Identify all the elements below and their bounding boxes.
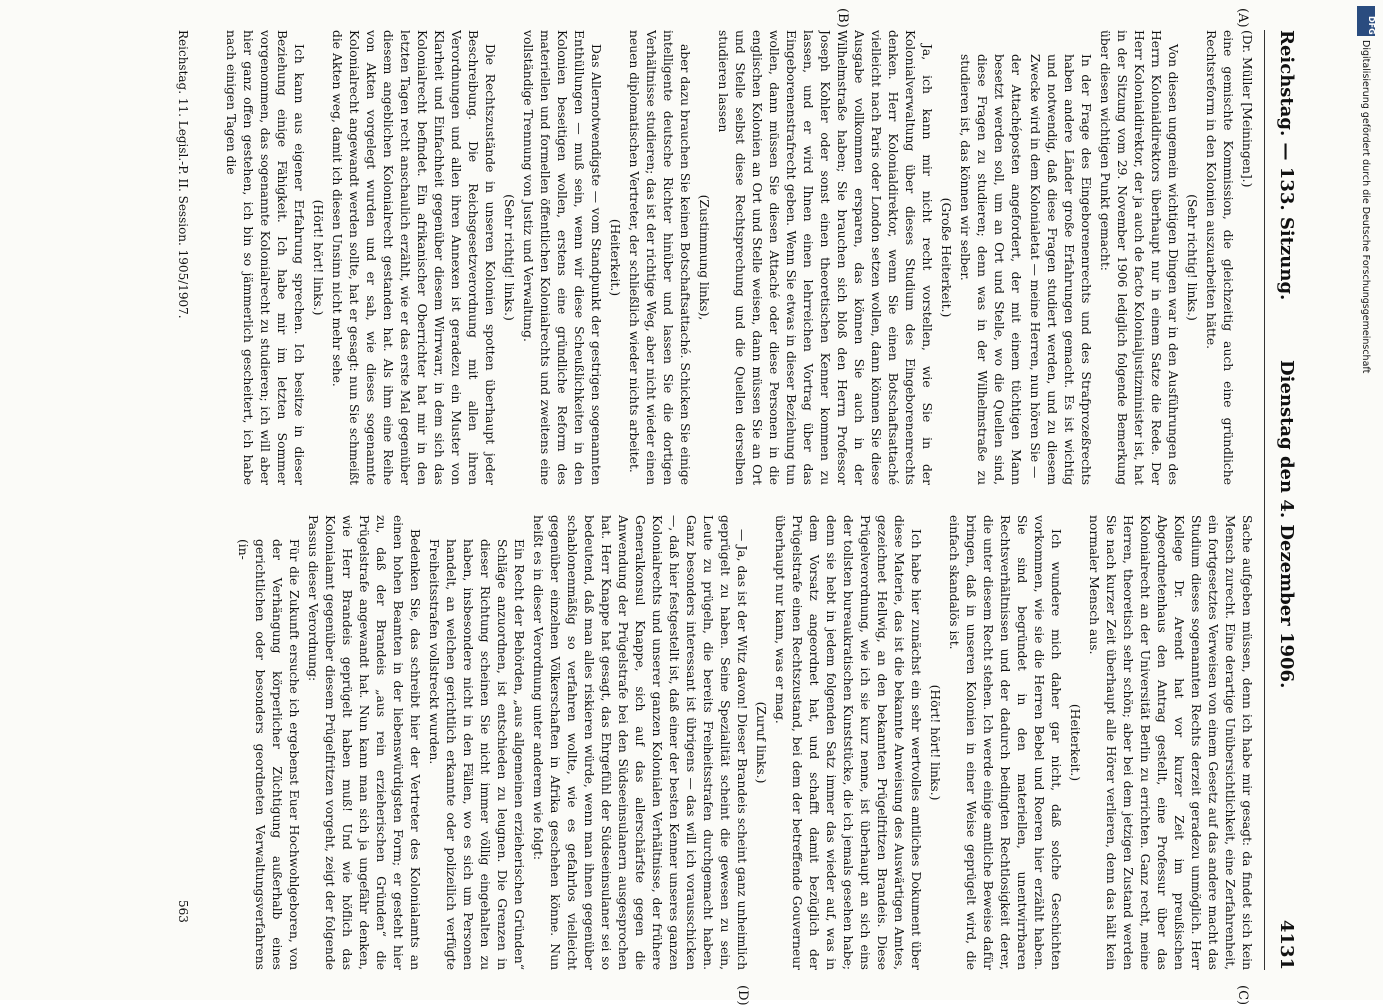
digitization-note-text: Digitalisierung gefördert durch die Deutsche Forschungsgemeinschaft	[1360, 40, 1371, 374]
paragraph: aber dazu brauchen Sie keinen Botschaftsattaché. Schicken Sie einige intelligente deutsche Richter hinüber und lassen Sie die dortigen Verhältnisse studieren; das ist der richtige Weg, aber nicht wieder einen neuen diplomatischen Vertreter, der schließlich wieder nichts arbeitet.	[627, 30, 692, 485]
interjection: (Sehr richtig! links.)	[1185, 194, 1199, 321]
paragraph: Die Rechtszustände in unseren Kolonien spotten überhaupt jeder Beschreibung. Die Reichsgesetzverordnung mit allen ihren Verordnungen und allen ihren Annexen ist geradezu ein Muster von Klarheit und Einfachheit gegenüber diesem Wirrwarr, in dem sich das Kolonialrecht befindet. Ein afrikanischer Oberrichter hat mir in den letzten Tagen recht anschaulich erzählt, wie er das erste Mal gegenüber diesem angeblichen Kolonialrecht gestanden hat. Als ihm eine Reihe von Akten vorgelegt wurden und er sah, wie dieses sogenannte Kolonialrecht angewandt werden sollte, hat er gesagt: nun Sie schmeißt die Akten weg, damit ich diesen Unsinn nicht mehr sehe.	[330, 30, 497, 485]
header-left: Reichstag. — 133. Sitzung.	[1276, 30, 1297, 301]
paragraph: Sache aufgeben müssen, denn ich habe mir gesagt: da findet sich kein Mensch zurecht. Eine derartige Unübersichtlichkeit, eine Zerfahrenheit, ein fortgesetztes Verweisen von einem Gesetz auf das andere macht das Studium dieses sogenannten Rechts derzeit geradezu unmöglich. Herr Kollege Dr. Arendt hat vor kurzer Zeit im preußischen Abgeordnetenhaus den Antrag gestellt, eine Professur über das Kolonialrecht an der Universität Berlin zu errichten. Ganz recht, meine Herren, theoretisch sehr schön; aber bei dem jetzigen Zustand werden Sie nach kurzer Zeit überhaupt alle Hörer verlieren, denn das hält kein normaler Mensch aus.	[1087, 515, 1254, 970]
paragraph: Ja, ich kann mir nicht recht vorstellen, wie Sie in der Kolonialverwaltung über dieses Studium des Eingeborenenrechts denken. Herr Kolonialdirektor, wenn Sie einen Botschaftsattaché vielleicht nach Paris oder London setzen wollen, dann können Sie diese Ausgabe vollkommen ersparen, das können Sie auch in der Wilhelmstraße haben; Sie brauchen sich bloß den Herrn Professor Joseph Kohler oder sonst einen theoretischen Kenner kommen zu lassen, und er wird Ihnen einen lehrreichen Vortrag über das Eingeborenenstrafrecht geben. Wenn Sie etwas in dieser Beziehung tun wollen, dann müssen Sie diesen Attaché oder diese Personen in die englischen Kolonien an Ort und Stelle weisen, dann müssen Sie an Ort und Stelle selbst diese Rechtsprechung und die Quellen derselben studieren lassen	[716, 30, 934, 485]
interjection: (Zuruf links.)	[754, 701, 768, 784]
paragraph: Ich wundere mich daher gar nicht, daß solche Geschichten vorkommen, wie sie die Herren Bebel und Roeren hier erzählt haben. Sie sind begründet in den materiellen, unentwirrbaren Rechtsverhältnissen und der dadurch bedingten Rechtlosigkeit derer, die unter diesem Recht stehen. Ich werde einige amtliche Beweise dafür bringen, daß in unseren Kolonien in einer Weise geprügelt wird, die einfach skandalös ist.	[947, 515, 1063, 970]
margin-mark-c: (C)	[1235, 985, 1250, 1006]
paragraph: (Dr. Müller [Meiningen].)	[1240, 30, 1254, 188]
text-column-right	[75, 515, 1255, 970]
interjection: (Heiterkeit.)	[608, 218, 622, 297]
interjection: (Hört! hört! links.)	[311, 199, 325, 316]
footer-session: Reichstag. 11. Legisl.-P. II. Session. 1905/1907.	[176, 30, 190, 319]
paragraph: Ich habe hier zunächst ein sehr wertvolles amtliches Dokument über diese Materie, das ist die bekannte Anweisung des Auswärtigen Amtes, gezeichnet Hellwig, an den bekannten Prügelfritzen Brandeis. Diese Prügelverordnung, wie ich sie kurz nenne, ist überhaupt an sich eins der tollsten bureaukratischen Kunststücke, die ich jemals gesehen habe; denn sie hebt in jedem folgenden Satz immer das wieder auf, was in dem Vorsatz angeordnet hat, und schafft damit bezüglich der Prügelstrafe einen Rechtszustand, bei dem der betreffende Gouverneur überhaupt nur kann, was er mag.	[773, 515, 923, 970]
running-header	[1264, 30, 1305, 970]
paragraph: Ein Recht der Behörden, „aus allgemeinen erzieherischen Gründen“ Schläge anzuordnen, ist entschieden zu leugnen. Die Grenzen in dieser Richtung scheinen Sie nicht immer völlig eingehalten zu haben, insbesondere nicht in den Fällen, wo es sich um Personen handelt, an welchen gerichtlich erkannte oder polizeilich verfügte Freiheitsstrafen vollstreckt wurden.	[427, 539, 526, 970]
paragraph: — Ja, das ist der Witz davon! Dieser Brandeis scheint ganz unheimlich geprügelt zu haben. Seine Spezialität scheint die gewesen zu sein, Leute zu prügeln, die bereits Freiheitsstrafen durchgemacht haben. Ganz besonders interessant ist übrigens — das will ich vorausschicken —, daß hier festgestellt ist, daß einer der besten Kenner unseres ganzen Kolonialrechts und unserer ganzen Kolonialen Verhältnisse, der frühere Generalkonsul Knappe, sich auf das allerschärfste gegen die Anwendung der Prügelstrafe bei den Südseeinsulanern ausgesprochen hat. Herr Knappe hat gesagt, das Ehrgefühl der Südseeinsulaner sei so bedeutend, daß man alles riskieren würde, wenn man ihnen gegenüber schablonenmäßig so verfahren wollte, wie es gefahrlos vielleicht gegenüber einzelnen Völkerschaften in Afrika geschehen könne. Nun heißt es in dieser Verordnung unter anderem wie folgt:	[531, 515, 749, 970]
paragraph: eine gemischte Kommission, die gleichzeitig auch eine gründliche Rechtsreform in den Kolonien auszuarbeiten hätte.	[1204, 30, 1235, 485]
paragraph: In der Frage des Eingeborenenrechts und des Strafprozeßrechts haben andere Länder große Erfahrungen gemacht. Es ist wichtig und notwendig, daß diese Fragen studiert werden, und zu diesem Zwecke wird in dem Kolonialetat — meine Herren, nun hören Sie —	[1028, 54, 1093, 485]
interjection: (Zustimmung links),	[697, 194, 711, 321]
paragraph: Für die Zukunft ersuche ich ergebenst Euer Hochwohlgeboren, von der Verhängung körperlicher Züchtigung außerhalb eines gerichtlichen oder besonders geordneten Verwaltungsverfahrens (in-	[236, 539, 301, 970]
footer-signature: 563	[176, 900, 190, 923]
margin-mark-d: (D)	[735, 985, 750, 1006]
digitization-note	[1355, 40, 1375, 600]
interjection: (Große Heiterkeit.)	[939, 197, 953, 318]
rotated-page-content	[50, 0, 1350, 1006]
paragraph: der Attachéposten angefordert, der mit einem tüchtigen Mann besetzt werden soll, um an Ort und Stelle, wo die Quellen sind, diese Fragen zu studieren; denn was in der Wilhelmstraße zu studieren ist, das können wir selber.	[958, 54, 1023, 485]
dfg-logo	[1357, 6, 1375, 36]
text-column-left	[75, 30, 1255, 485]
header-date: Dienstag den 4. Dezember 1906.	[1276, 360, 1297, 689]
dfg-logo-text: DFG	[1367, 16, 1376, 35]
margin-mark-b: (B)	[835, 8, 850, 28]
paragraph: Von diesen ungemein wichtigen Dingen war in den Ausführungen des Herrn Kolonialdirektors überhaupt nur in einem Satze die Rede. Der Herr Kolonialdirektor, der ja auch de facto Kolonialjustizminister ist, hat in der Sitzung vom 29. November 1906 lediglich folgende Bemerkung über diesen wichtigen Punkt gemacht:	[1098, 30, 1180, 485]
paragraph: Bedenken Sie, das schreibt hier der Vertreter des Kolonialamts an einen hohen Beamten in der liebenswürdigsten Form; er gesteht hier zu, daß der Brandeis „aus rein erzieherischen Gründen“ die Prügelstrafe angewandt hat. Nun kann man sich ja ungefähr denken, wie Herr Brandeis geprügelt haben muß! Und wie höflich das Kolonialamt gegenüber diesem Prügelfritzen vorgeht, zeigt der folgende Passus dieser Verordnung:	[306, 515, 422, 970]
interjection: (Hört! hört! links.)	[928, 684, 942, 801]
paragraph: Ich kann aus eigener Erfahrung sprechen. Ich besitze in dieser Beziehung einige Fähigkeit. Ich habe mir im letzten Sommer vorgenommen, das sogenannte Kolonialrecht zu studieren; ich will aber hier ganz offen gestehen, ich bin so jämmerlich gescheitert, ich habe nach einigen Tagen die	[224, 30, 306, 485]
interjection: (Heiterkeit.)	[1068, 703, 1082, 782]
paragraph: Das Allernotwendigste — vom Standpunkt der gestrigen sogenannten Enthüllungen — muß sein, wenn wir diese Scheußlichkeiten in den Kolonien beseitigen wollen, erstens eine gründliche Reform des materiellen und formellen öffentlichen Kolonialrechts und zweitens eine vollständige Trennung von Justiz und Verwaltung.	[521, 30, 603, 485]
interjection: (Sehr richtig! links.)	[502, 194, 516, 321]
margin-mark-a: (A)	[1235, 8, 1250, 28]
page-number: 4131	[1276, 919, 1297, 970]
